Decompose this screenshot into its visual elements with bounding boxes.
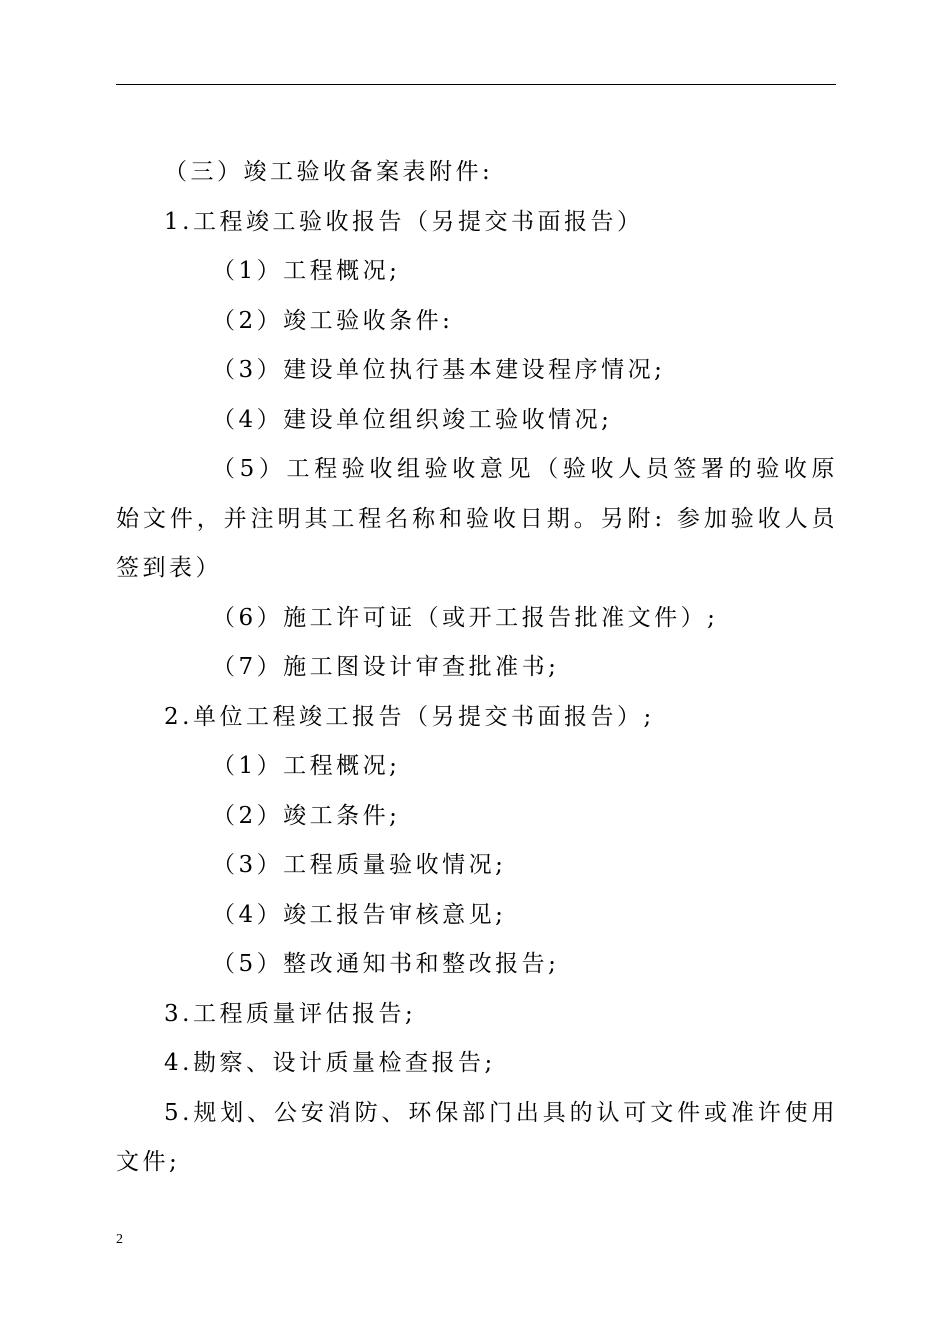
- item-1-sub-7: （7）施工图设计审查批准书;: [212, 654, 560, 680]
- item-2-sub-4: （4）竣工报告审核意见;: [212, 901, 507, 928]
- item-1-sub-2: （2）竣工验收条件:: [212, 307, 454, 334]
- item-1-sub-6: （6）施工许可证（或开工报告批准文件）;: [212, 604, 719, 631]
- item-3-heading: 3.工程质量评估报告;: [164, 1000, 417, 1027]
- header-rule: [116, 84, 836, 85]
- item-4-heading: 4.勘察、设计质量检查报告;: [164, 1050, 496, 1076]
- item-1-sub-3: （3）建设单位执行基本建设程序情况;: [212, 357, 666, 383]
- document-body: [116, 148, 838, 1188]
- item-2-sub-5: （5）整改通知书和整改报告;: [212, 951, 560, 977]
- item-5-heading: 5.规划、公安消防、环保部门出具的认可文件或准许使用文件;: [116, 1099, 838, 1175]
- item-1-sub-4: （4）建设单位组织竣工验收情况;: [212, 406, 613, 433]
- item-1-sub-5: （5）工程验收组验收意见（验收人员签署的验收原始文件，并注明其工程名称和验收日期。另附: 参加验收人员签到表）: [116, 456, 838, 581]
- item-2-sub-3: （3）工程质量验收情况;: [212, 852, 507, 878]
- section-heading: （三）竣工验收备案表附件:: [164, 159, 494, 185]
- page-number: 2: [116, 1232, 123, 1247]
- item-2-sub-2: （2）竣工条件;: [212, 802, 401, 829]
- item-1-sub-1: （1）工程概况;: [212, 258, 401, 284]
- item-1-heading: 1.工程竣工验收报告（另提交书面报告）: [164, 208, 644, 235]
- item-2-sub-1: （1）工程概况;: [212, 753, 401, 779]
- item-2-heading: 2.单位工程竣工报告（另提交书面报告）;: [164, 703, 655, 730]
